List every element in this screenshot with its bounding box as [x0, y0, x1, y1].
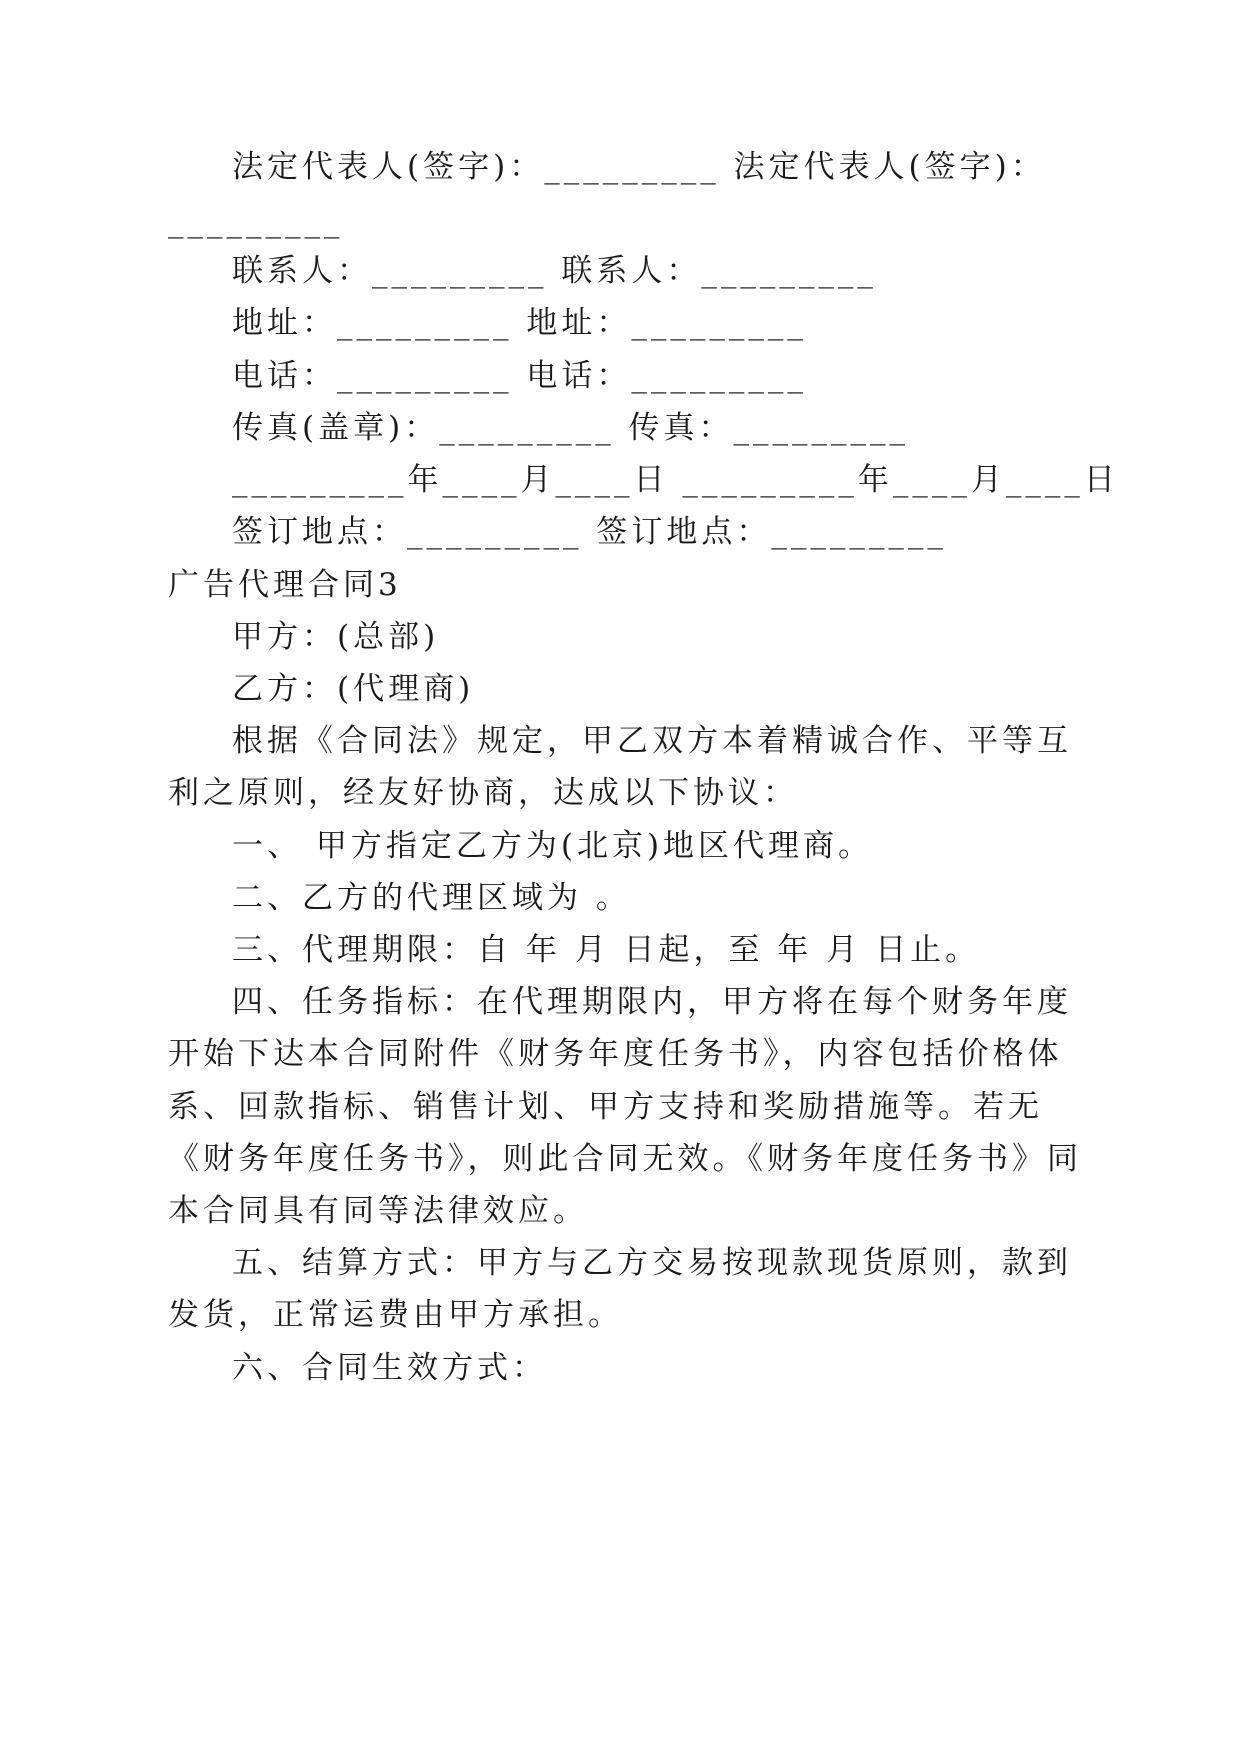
signing-place-line: 签订地点：_________ 签订地点：_________ — [232, 514, 947, 550]
clause-4-line-4: 《财务年度任务书》，则此合同无效。《财务年度任务书》同 — [168, 1141, 1082, 1177]
party-a-line: 甲方：(总部) — [232, 619, 440, 655]
clause-5-line-1: 五、结算方式：甲方与乙方交易按现款现货原则，款到 — [232, 1245, 1072, 1281]
date-line: _________年____月____日 _________年____月____日 — [232, 462, 1119, 498]
clause-4-line-5: 本合同具有同等法律效应。 — [168, 1193, 588, 1229]
preamble-line-1: 根据《合同法》规定，甲乙双方本着精诚合作、平等互 — [232, 723, 1072, 759]
clause-4-line-3: 系、回款指标、销售计划、甲方支持和奖励措施等。若无 — [168, 1089, 1043, 1125]
contract-title: 广告代理合同3 — [168, 567, 402, 603]
clause-4-line-1: 四、任务指标：在代理期限内，甲方将在每个财务年度 — [232, 984, 1072, 1020]
party-b-line: 乙方：(代理商) — [232, 671, 475, 707]
clause-5-line-2: 发货，正常运费由甲方承担。 — [168, 1297, 623, 1333]
clause-3: 三、代理期限：自 年 月 日起，至 年 月 日止。 — [232, 932, 981, 968]
contact-person-line: 联系人：_________ 联系人：_________ — [232, 253, 877, 289]
legal-representative-signature-line: 法定代表人(签字)：_________ 法定代表人(签字)： — [232, 149, 1046, 185]
fax-seal-line: 传真(盖章)：_________ 传真：_________ — [232, 410, 910, 446]
clause-6: 六、合同生效方式： — [232, 1350, 547, 1386]
address-line: 地址：_________ 地址：_________ — [232, 305, 807, 341]
preamble-line-2: 利之原则，经友好协商，达成以下协议： — [168, 775, 798, 811]
clause-1: 一、 甲方指定乙方为(北京)地区代理商。 — [232, 828, 874, 864]
signature-blank-continuation: _________ — [168, 203, 344, 239]
phone-line: 电话：_________ 电话：_________ — [232, 358, 807, 394]
clause-2: 二、乙方的代理区域为 。 — [232, 880, 631, 916]
clause-4-line-2: 开始下达本合同附件《财务年度任务书》，内容包括价格体 — [168, 1036, 1063, 1072]
